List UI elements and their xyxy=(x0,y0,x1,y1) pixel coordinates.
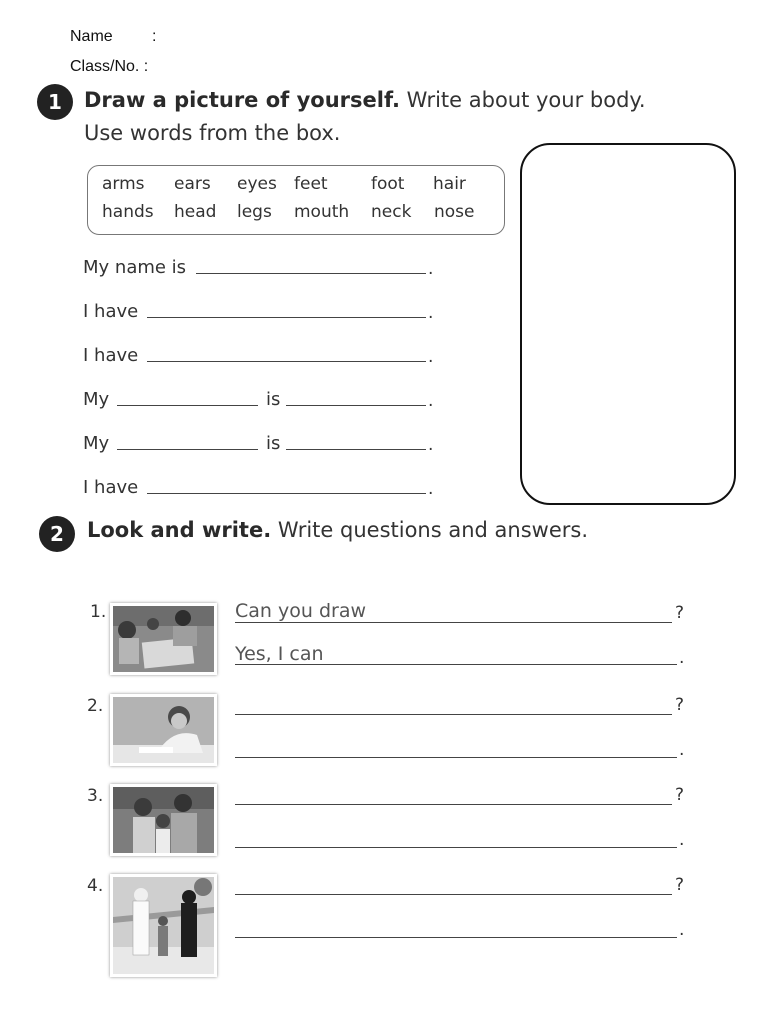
boy-writing-image xyxy=(113,697,214,763)
word-nose: nose xyxy=(434,202,475,222)
sentence-2-blank[interactable] xyxy=(147,317,426,318)
sentence-6-blank[interactable] xyxy=(147,493,426,494)
section-2-number: 2 xyxy=(39,516,75,552)
word-hands: hands xyxy=(102,202,154,222)
sentence-5-start: My xyxy=(83,433,110,454)
item-3-answer-period: . xyxy=(679,830,685,850)
section-2-title-bold: Look and write. xyxy=(87,518,272,542)
section-1-title xyxy=(84,88,646,112)
section-1-number: 1 xyxy=(37,84,73,120)
word-foot: foot xyxy=(371,174,405,194)
item-1-answer-period: . xyxy=(679,648,685,668)
section-1-title-bold: Draw a picture of yourself. xyxy=(84,88,400,112)
family-walking-image xyxy=(113,877,214,974)
item-1-answer-line[interactable] xyxy=(235,664,677,665)
item-3-question-line[interactable] xyxy=(235,804,672,805)
sentence-1-blank[interactable] xyxy=(196,273,426,274)
item-2-question-mark: ? xyxy=(675,695,685,715)
sentence-2-start: I have xyxy=(83,301,139,322)
sentence-4-end: . xyxy=(428,391,434,411)
sentence-3-blank[interactable] xyxy=(147,361,426,362)
word-arms: arms xyxy=(102,174,145,194)
section-1-title-rest: Write about your body. xyxy=(406,88,646,112)
item-2-answer-line[interactable] xyxy=(235,757,677,758)
sentence-5-blank-2[interactable] xyxy=(286,449,426,450)
sentence-4-middle: is xyxy=(266,389,281,410)
item-4-number: 4. xyxy=(87,876,104,896)
item-3-number: 3. xyxy=(87,786,104,806)
section-1-subtitle: Use words from the box. xyxy=(84,121,341,145)
item-1-question-line[interactable] xyxy=(235,622,672,623)
item-4-question-line[interactable] xyxy=(235,894,672,895)
item-2-answer-period: . xyxy=(679,740,685,760)
sentence-2-end: . xyxy=(428,303,434,323)
section-2-title-rest: Write questions and answers. xyxy=(277,518,588,542)
name-colon: : xyxy=(152,28,157,45)
sentence-3-end: . xyxy=(428,347,434,367)
section-2-title xyxy=(87,518,588,542)
word-head: head xyxy=(174,202,217,222)
sentence-4-blank-1[interactable] xyxy=(117,405,258,406)
item-2-number: 2. xyxy=(87,696,104,716)
item-4-question-mark: ? xyxy=(675,875,685,895)
sentence-1-start: My name is xyxy=(83,257,187,278)
sentence-3-start: I have xyxy=(83,345,139,366)
item-3-question-mark: ? xyxy=(675,785,685,805)
sentence-6-end: . xyxy=(428,479,434,499)
class-number-label: Class/No. : xyxy=(70,58,149,75)
sentence-5-blank-1[interactable] xyxy=(117,449,258,450)
sentence-1-end: . xyxy=(428,259,434,279)
sentence-4-start: My xyxy=(83,389,110,410)
sentence-6-start: I have xyxy=(83,477,139,498)
word-eyes: eyes xyxy=(237,174,277,194)
self-portrait-drawing-box[interactable] xyxy=(520,143,736,505)
photo-boy-writing xyxy=(110,694,217,766)
item-1-answer-text: Yes, I can xyxy=(235,643,324,665)
photo-family-group xyxy=(110,784,217,856)
name-label: Name xyxy=(70,28,113,45)
photo-family-walking xyxy=(110,874,217,977)
item-1-number: 1. xyxy=(90,602,107,622)
photo-children-drawing xyxy=(110,603,217,675)
item-1-question-mark: ? xyxy=(675,603,685,623)
word-feet: feet xyxy=(294,174,328,194)
sentence-4-blank-2[interactable] xyxy=(286,405,426,406)
item-3-answer-line[interactable] xyxy=(235,847,677,848)
word-hair: hair xyxy=(433,174,466,194)
word-mouth: mouth xyxy=(294,202,350,222)
sentence-5-middle: is xyxy=(266,433,281,454)
word-ears: ears xyxy=(174,174,211,194)
item-1-question-text: Can you draw xyxy=(235,600,366,622)
children-drawing-image xyxy=(113,606,214,672)
word-legs: legs xyxy=(237,202,272,222)
item-2-question-line[interactable] xyxy=(235,714,672,715)
word-neck: neck xyxy=(371,202,412,222)
sentence-5-end: . xyxy=(428,435,434,455)
family-group-image xyxy=(113,787,214,853)
item-4-answer-line[interactable] xyxy=(235,937,677,938)
item-4-answer-period: . xyxy=(679,920,685,940)
